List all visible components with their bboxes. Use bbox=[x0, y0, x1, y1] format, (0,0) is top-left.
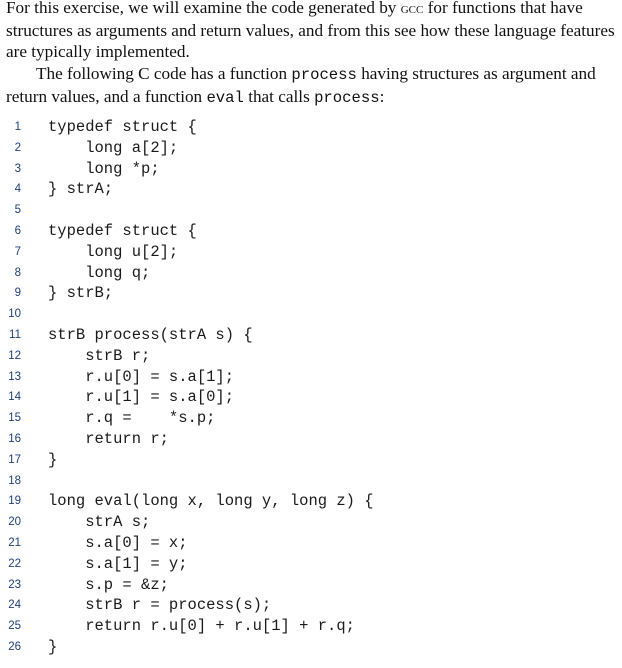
intro-text-segment: for functions that have structures as arguments and return values, and from this see how these language features are typically implemented. bbox=[6, 0, 615, 61]
code-line bbox=[0, 387, 622, 408]
code-line bbox=[0, 179, 622, 200]
code-line bbox=[0, 616, 622, 637]
code-text: strB r; bbox=[48, 346, 151, 365]
code-line bbox=[0, 512, 622, 533]
intro-paragraph-2 bbox=[6, 63, 618, 110]
code-text: } bbox=[48, 450, 58, 469]
line-number: 2 bbox=[14, 141, 21, 154]
code-line bbox=[0, 367, 622, 388]
code-text: } strA; bbox=[48, 180, 114, 199]
code-term-process: process bbox=[291, 65, 357, 84]
line-number: 16 bbox=[8, 432, 21, 445]
line-number: 17 bbox=[8, 453, 21, 466]
code-text: strB r = process(s); bbox=[48, 596, 272, 615]
code-text: s.p = &z; bbox=[48, 575, 169, 594]
line-number: 20 bbox=[8, 516, 21, 529]
code-line bbox=[0, 283, 622, 304]
code-text: typedef struct { bbox=[48, 221, 197, 240]
code-line bbox=[0, 408, 622, 429]
line-number: 12 bbox=[8, 349, 21, 362]
code-line bbox=[0, 595, 622, 616]
code-line bbox=[0, 242, 622, 263]
line-number: 15 bbox=[8, 412, 21, 425]
code-text: return r.u[0] + r.u[1] + r.q; bbox=[48, 617, 355, 636]
line-number: 19 bbox=[8, 495, 21, 508]
intro-paragraph-1 bbox=[6, 0, 618, 63]
code-line bbox=[0, 117, 622, 138]
code-line bbox=[0, 637, 622, 658]
line-number: 18 bbox=[8, 474, 21, 487]
line-number: 14 bbox=[8, 391, 21, 404]
code-text: typedef struct { bbox=[48, 118, 197, 136]
intro-text-segment: The following C code has a function bbox=[36, 63, 292, 83]
intro-text-segment: For this exercise, we will examine the code generated by bbox=[6, 0, 401, 17]
code-text: long a[2]; bbox=[48, 138, 179, 157]
line-number: 25 bbox=[8, 620, 21, 633]
code-line bbox=[0, 450, 622, 471]
intro-text-segment: that calls bbox=[243, 87, 315, 106]
line-number: 3 bbox=[14, 162, 21, 175]
code-line bbox=[0, 221, 622, 242]
code-text: strA s; bbox=[48, 513, 151, 532]
line-number: 26 bbox=[8, 640, 21, 653]
code-text: s.a[1] = y; bbox=[48, 554, 188, 573]
line-number: 10 bbox=[8, 308, 21, 321]
code-line bbox=[0, 346, 622, 367]
intro-text bbox=[6, 0, 618, 110]
line-number: 8 bbox=[14, 266, 21, 279]
code-text: long eval(long x, long y, long z) { bbox=[48, 492, 374, 511]
line-number: 13 bbox=[8, 370, 21, 383]
line-number: 24 bbox=[8, 599, 21, 612]
line-number: 6 bbox=[14, 224, 21, 237]
code-line bbox=[0, 429, 622, 450]
code-text: r.u[0] = s.a[1]; bbox=[48, 367, 235, 386]
code-line bbox=[0, 554, 622, 575]
code-text: strB process(strA s) { bbox=[48, 325, 253, 344]
gcc-term: gcc bbox=[400, 0, 424, 17]
code-text: return r; bbox=[48, 429, 169, 448]
code-line bbox=[0, 325, 622, 346]
code-term-eval: eval bbox=[206, 89, 244, 107]
code-text: r.q = *s.p; bbox=[48, 409, 216, 428]
code-text: long u[2]; bbox=[48, 242, 179, 261]
code-term-process: process bbox=[314, 89, 380, 107]
code-line bbox=[0, 200, 622, 221]
line-number: 9 bbox=[14, 287, 21, 300]
line-number: 11 bbox=[9, 328, 21, 341]
code-text: r.u[1] = s.a[0]; bbox=[48, 388, 235, 407]
code-line bbox=[0, 138, 622, 159]
intro-text-segment: : bbox=[379, 87, 385, 106]
line-number: 21 bbox=[8, 536, 21, 549]
code-line bbox=[0, 159, 622, 180]
code-text: s.a[0] = x; bbox=[48, 533, 188, 552]
code-line bbox=[0, 533, 622, 554]
code-line bbox=[0, 471, 622, 492]
line-number: 5 bbox=[14, 204, 21, 217]
line-number: 1 bbox=[14, 121, 21, 133]
line-number: 23 bbox=[8, 578, 21, 591]
line-number: 4 bbox=[14, 183, 21, 196]
code-text: } bbox=[48, 637, 58, 656]
code-line bbox=[0, 304, 622, 325]
line-number: 7 bbox=[14, 245, 21, 258]
code-text: long *p; bbox=[48, 159, 160, 178]
code-listing bbox=[0, 117, 622, 658]
intro-text-segment: having structures as argument and return values, and a function bbox=[6, 63, 596, 106]
code-text: long q; bbox=[48, 263, 151, 282]
code-text: } strB; bbox=[48, 284, 114, 303]
code-line bbox=[0, 263, 622, 284]
line-number: 22 bbox=[8, 557, 21, 570]
code-line bbox=[0, 491, 622, 512]
code-line bbox=[0, 575, 622, 596]
